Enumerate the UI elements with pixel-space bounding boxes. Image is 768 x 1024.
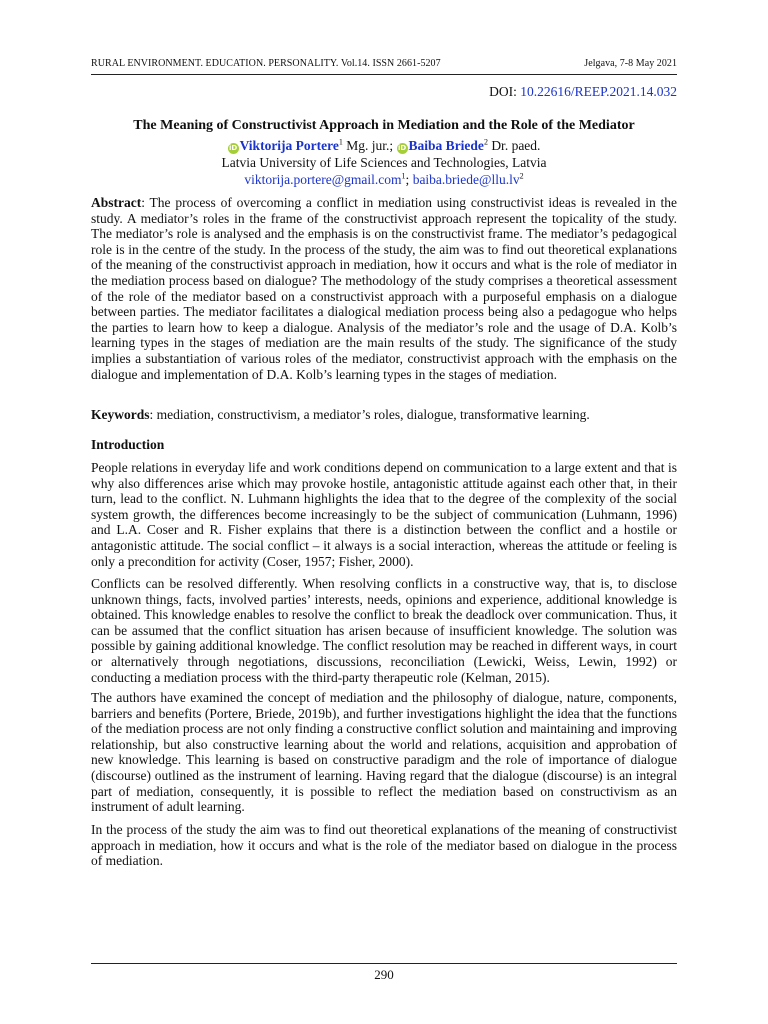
email-affiliation-mark: 1: [401, 171, 406, 181]
paragraph: [91, 690, 677, 815]
conference-place-date: Jelgava, 7-8 May 2021: [584, 58, 677, 69]
orcid-icon[interactable]: iD: [228, 144, 238, 152]
paragraph-text: The authors have examined the concept of mediation and the philosophy of dialogue, nature, components, barriers and benefits (Portere, Briede, 2019b), and further investigations highlight the idea that the functions of the mediation process are not only finding a constructive conflict solution and maintaining and improving relationship, but also constructive learning about the world and relations, acquisition and approbation of new knowledge. This learning is based on constructive paradigm and the role of importance of dialogue (discourse) outlined as the instrument of learning. Having regard that the dialogue (discourse) is an integral part of mediation, consequently, it is possible to reflect the mediation based on constructivism as an instrument of adult learning.: [91, 690, 677, 815]
paragraph: [91, 576, 677, 685]
doi-link[interactable]: 10.22616/REEP.2021.14.032: [520, 84, 677, 99]
author-name[interactable]: Viktorija Portere: [239, 138, 339, 153]
keywords-text: : mediation, constructivism, a mediator’s roles, dialogue, transformative learning.: [149, 407, 590, 422]
doi-label: DOI:: [489, 84, 517, 99]
section-heading: Introduction: [91, 437, 165, 452]
paper-title: The Meaning of Constructivist Approach in Mediation and the Role of the Mediator: [133, 118, 635, 133]
doi-line: [489, 84, 677, 100]
orcid-icon[interactable]: iD: [397, 144, 407, 152]
email-affiliation-mark: 2: [519, 171, 524, 181]
author-line: [91, 138, 677, 154]
affiliation: Latvia University of Life Sciences and Technologies, Latvia: [221, 155, 547, 170]
paragraph-text: People relations in everyday life and work conditions depend on communication to a large extent and that is why also differences arise which may provoke hostile, antagonistic attitude against each other that, in their turn, lead to the conflict. N. Luhmann highlights the idea that to the degree of the complexity of the social system growth, the differences become increasingly to be the subject of communication (Luhmann, 1996) and L.A. Coser and R. Fisher explains that there is a distinction between the conflict and a hostile or antagonistic attitude. The social conflict – it always is a social interaction, whereas the attitude or feeling is only a precondition for activity (Coser, 1957; Fisher, 2000).: [91, 460, 677, 569]
author-affiliation-mark: 2: [483, 137, 488, 147]
author-degree: Dr. paed.: [487, 138, 541, 153]
author-degree: Mg. jur.;: [342, 138, 397, 153]
abstract-text: : The process of overcoming a conflict in mediation using constructivist ideas is revealed in the study. A mediator’s roles in the frame of the constructivist approach represent the topicality of the study. The mediator’s role is analysed and the emphasis is on the constructivist frame. The mediator’s pedagogical role is in the centre of the study. In the process of the study, the aim was to find out theoretical explanations of the meaning of the constructivist approach in mediation, how it occurs and what is the role of mediator in the mediation process based on dialogue? The methodology of the study comprises a theoretical assessment of the role of the mediator based on a constructivist approach with a purposeful emphasis on a dialogue between parties. The mediator facilitates a dialogical mediation process being also a pedagogue who helps the parties to learn how to keep a dialogue. Analysis of the mediator’s role and the usage of D.A. Kolb’s learning types in the stages of mediation are the main results of the study. The significance of the study implies a substantiation of various roles of the mediator, constructivist approach with the emphasis on the dialogue and implementation of D.A. Kolb’s learning types in the stages of mediation.: [91, 195, 677, 382]
author-name[interactable]: Baiba Briede: [408, 138, 484, 153]
page-number: 290: [374, 967, 394, 982]
paragraph: [91, 822, 677, 869]
paragraph-text: In the process of the study the aim was to find out theoretical explanations of the meaning of constructivist approach in mediation, how it occurs and what is the role of the mediator based on dialogue in the process of mediation.: [91, 822, 677, 869]
abstract: [91, 195, 677, 382]
keywords: [91, 407, 677, 423]
email-link[interactable]: baiba.briede@llu.lv: [412, 172, 520, 187]
paragraph: [91, 460, 677, 569]
footer-rule: [91, 963, 677, 964]
header-rule: [91, 74, 677, 75]
paragraph-text: Conflicts can be resolved differently. When resolving conflicts in a constructive way, that is, to disclose unknown things, facts, involved parties’ interests, needs, opinions and experience, additional knowledge is obtained. This knowledge enables to resolve the conflict to break the deadlock over communication. Thus, it can be assumed that the conflict situation has arisen because of insufficient knowledge. The solution was possible by gaining additional knowledge. The conflict resolution may be reached in different ways, in court or alternatively through negotiations, discussions, reconciliation (Lewicki, Weiss, Lewin, 1992) or conducting a mediation process with the third-party therapeutic role (Kelman, 2015).: [91, 576, 677, 685]
email-line: [91, 172, 677, 188]
keywords-label: Keywords: [91, 407, 150, 422]
journal-name: RURAL ENVIRONMENT. EDUCATION. PERSONALITY. Vol.14. ISSN 2661-5207: [91, 58, 441, 69]
email-separator: ;: [405, 172, 413, 187]
abstract-label: Abstract: [91, 195, 142, 210]
author-affiliation-mark: 1: [338, 137, 343, 147]
running-header: [91, 58, 677, 69]
email-link[interactable]: viktorija.portere@gmail.com: [244, 172, 402, 187]
